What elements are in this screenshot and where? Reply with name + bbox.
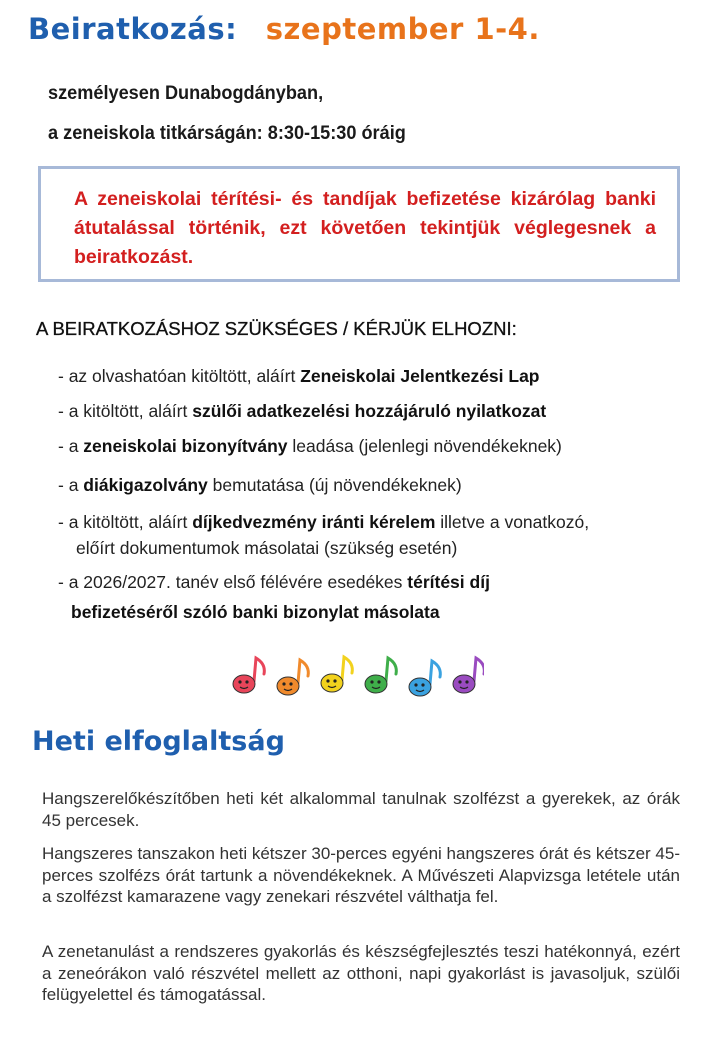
- weekly-paragraph-2: Hangszeres tanszakon heti kétszer 30-perces egyéni hangszeres órát és kétszer 45-perces szolfézs órát tartunk a növendékeknek. A Művészeti Alapvizsga letétele után a szolfézst kamarazene vagy zenekari részvétel válthatja fel.: [42, 844, 680, 906]
- location-line-1: személyesen Dunabogdányban,: [48, 82, 324, 104]
- music-note-icon: [453, 658, 484, 693]
- list-item: [58, 512, 589, 533]
- item-text: - a kitöltött, aláírt: [58, 401, 193, 421]
- music-note-icon: [321, 657, 352, 692]
- item-text: - a kitöltött, aláírt: [58, 512, 193, 532]
- item-bold-text: szülői adatkezelési hozzájáruló nyilatkozat: [192, 401, 547, 421]
- item-bold-text: diákigazolvány: [83, 475, 208, 495]
- item-text: illetve a vonatkozó,: [435, 512, 590, 532]
- item-text: - a: [58, 436, 84, 456]
- list-item: [58, 475, 462, 496]
- page-title: [28, 12, 540, 46]
- list-item: [58, 436, 562, 457]
- list-item-continuation: befizetéséről szóló banki bizonylat másolata: [71, 602, 440, 622]
- requirements-heading: A BEIRATKOZÁSHOZ SZÜKSÉGES / KÉRJÜK ELHOZNI:: [36, 318, 517, 339]
- item-text: bemutatása (új növendékeknek): [207, 475, 462, 495]
- list-item: [58, 366, 540, 387]
- item-bold-text: térítési díj: [407, 572, 490, 592]
- item-bold-text: Zeneiskolai Jelentkezési Lap: [300, 366, 540, 386]
- list-item: [58, 401, 546, 422]
- payment-notice-text: A zeneiskolai térítési- és tandíjak befizetése kizárólag banki átutalással történik, ezt követően tekintjük véglegesnek a beiratkozást.: [74, 188, 656, 268]
- weekly-paragraph-1: Hangszerelőkészítőben heti két alkalommal tanulnak szolfézst a gyerekek, az órák 45 percesek.: [42, 789, 680, 830]
- list-item: [58, 572, 490, 593]
- item-text: - a 2026/2027. tanév első félévére esedékes: [58, 572, 408, 592]
- music-note-icon: [409, 661, 440, 696]
- music-notes-decoration: [232, 654, 484, 700]
- item-text: - a: [58, 475, 84, 495]
- location-line-2: a zeneiskola titkárságán: 8:30-15:30 óráig: [48, 122, 406, 144]
- weekly-heading: Heti elfoglaltság: [32, 726, 285, 757]
- music-note-icon: [233, 658, 264, 693]
- music-note-icon: [365, 658, 396, 693]
- music-note-icon: [277, 660, 308, 695]
- item-text: leadása (jelenlegi növendékeknek): [287, 436, 562, 456]
- enrollment-dates: szeptember 1-4.: [265, 12, 540, 46]
- list-item-continuation: előírt dokumentumok másolatai (szükség esetén): [76, 538, 458, 558]
- payment-notice-box: [38, 166, 680, 282]
- enrollment-label: Beiratkozás:: [28, 12, 238, 46]
- item-bold-text: zeneiskolai bizonyítvány: [83, 436, 288, 456]
- item-text: - az olvashatóan kitöltött, aláírt: [58, 366, 301, 386]
- item-bold-text: díjkedvezmény iránti kérelem: [192, 512, 436, 532]
- weekly-paragraph-3: A zenetanulást a rendszeres gyakorlás és készségfejlesztés teszi hatékonnyá, ezért a zeneórákon való részvétel mellett az otthoni, napi gyakorlást is javasoljuk, szülői felügyelettel és támogatással.: [42, 942, 680, 1004]
